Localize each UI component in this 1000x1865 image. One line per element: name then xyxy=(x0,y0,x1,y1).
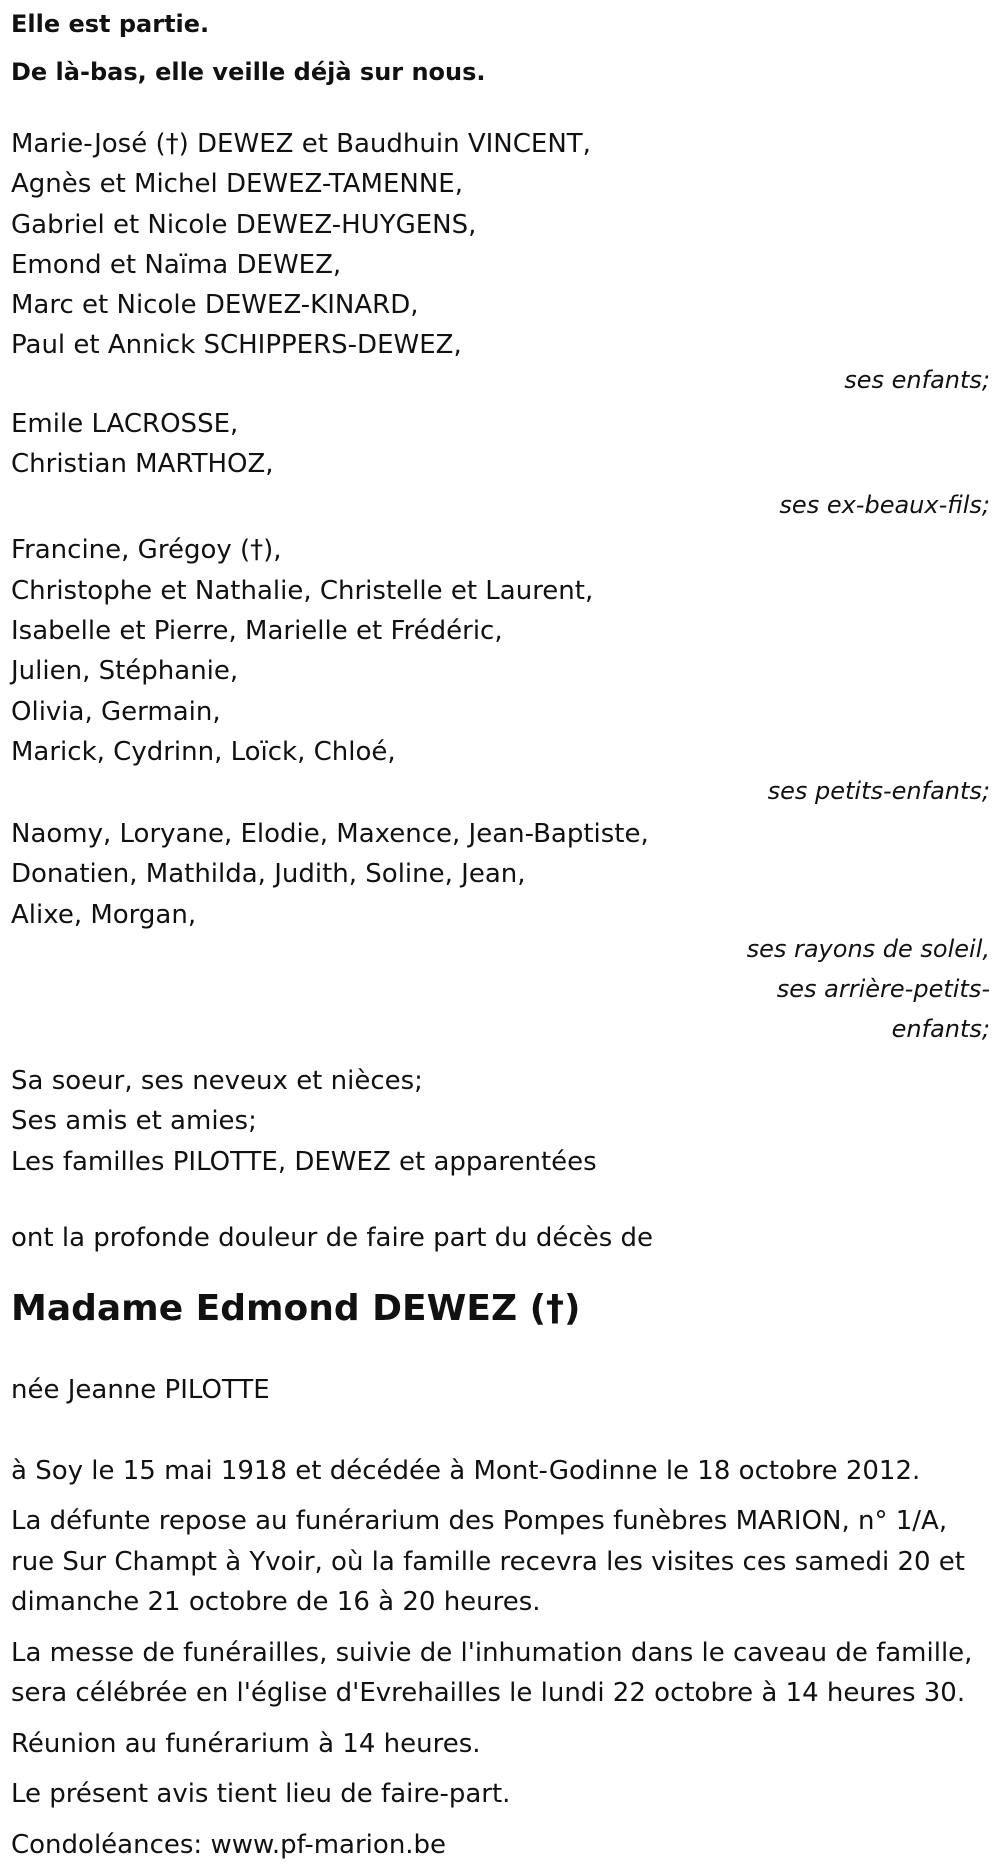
family-line: Christophe et Nathalie, Christelle et Laurent, xyxy=(11,575,594,606)
family-line: Marc et Nicole DEWEZ-KINARD, xyxy=(11,290,419,321)
repose-line: La défunte repose au funérarium des Pompes funèbres MARION, n° 1/A, xyxy=(11,1506,948,1537)
family-line: Paul et Annick SCHIPPERS-DEWEZ, xyxy=(11,330,462,361)
birth-death-text: à Soy le 15 mai 1918 et décédée à Mont-Godinne le 18 octobre 2012. xyxy=(11,1455,921,1486)
opening-line-1: Elle est partie. xyxy=(11,10,210,38)
family-line: Naomy, Loryane, Elodie, Maxence, Jean-Baptiste, xyxy=(11,819,649,850)
mass-line: sera célébrée en l'église d'Evrehailles le lundi 22 octobre à 14 heures 30. xyxy=(11,1678,966,1709)
relation-label-grandchildren: ses petits-enfants; xyxy=(767,777,990,806)
opening-line-2: De là-bas, elle veille déjà sur nous. xyxy=(11,58,486,86)
opening-lines xyxy=(11,0,990,96)
others-group xyxy=(11,1061,990,1182)
grandchildren-group xyxy=(11,530,990,811)
relation-label-great-grandchildren xyxy=(11,929,990,1049)
family-line: Agnès et Michel DEWEZ-TAMENNE, xyxy=(11,169,463,200)
family-line: Alixe, Morgan, xyxy=(11,899,197,930)
family-line: Francine, Grégoy (†), xyxy=(11,535,282,566)
relation-line: ses arrière-petits- xyxy=(776,975,990,1004)
repose-paragraph xyxy=(11,1501,990,1623)
condolences-paragraph: Condoléances: www.pf-marion.be xyxy=(11,1829,447,1860)
ex-sons-in-law-group xyxy=(11,404,990,526)
family-line: Christian MARTHOZ, xyxy=(11,449,274,480)
notice-paragraph: Le présent avis tient lieu de faire-part. xyxy=(11,1779,511,1810)
family-line: Les familles PILOTTE, DEWEZ et apparentées xyxy=(11,1146,597,1177)
relation-label-ex-sons-in-law: ses ex-beaux-fils; xyxy=(779,491,990,520)
relation-line: ses rayons de soleil, xyxy=(746,935,990,964)
children-group xyxy=(11,124,990,400)
relation-line: enfants; xyxy=(891,1015,990,1044)
repose-line: dimanche 21 octobre de 16 à 20 heures. xyxy=(11,1587,541,1618)
family-line: Julien, Stéphanie, xyxy=(11,656,239,687)
repose-line: rue Sur Champt à Yvoir, où la famille recevra les visites ces samedi 20 et xyxy=(11,1546,965,1577)
deceased-name: Madame Edmond DEWEZ (†) xyxy=(11,1288,581,1330)
family-line: Olivia, Germain, xyxy=(11,696,221,727)
family-line: Donatien, Mathilda, Judith, Soline, Jean, xyxy=(11,859,526,890)
family-line: Isabelle et Pierre, Marielle et Frédéric, xyxy=(11,615,503,646)
maiden-name: née Jeanne PILOTTE xyxy=(11,1375,270,1406)
family-line: Marick, Cydrinn, Loïck, Chloé, xyxy=(11,736,396,767)
mass-line: La messe de funérailles, suivie de l'inhumation dans le caveau de famille, xyxy=(11,1637,973,1668)
family-line: Gabriel et Nicole DEWEZ-HUYGENS, xyxy=(11,209,477,240)
family-line: Sa soeur, ses neveux et nièces; xyxy=(11,1066,423,1097)
family-line: Marie-José (†) DEWEZ et Baudhuin VINCENT, xyxy=(11,129,591,159)
mass-paragraph xyxy=(11,1633,990,1714)
family-line: Emond et Naïma DEWEZ, xyxy=(11,249,342,280)
relation-label-children: ses enfants; xyxy=(844,365,990,394)
announcement-text: ont la profonde douleur de faire part du décès de xyxy=(11,1222,654,1253)
family-line: Ses amis et amies; xyxy=(11,1106,257,1137)
birth-death-paragraph xyxy=(11,1451,990,1492)
meeting-paragraph: Réunion au funérarium à 14 heures. xyxy=(11,1728,481,1759)
family-line: Emile LACROSSE, xyxy=(11,408,239,439)
great-grandchildren-group xyxy=(11,814,990,1049)
